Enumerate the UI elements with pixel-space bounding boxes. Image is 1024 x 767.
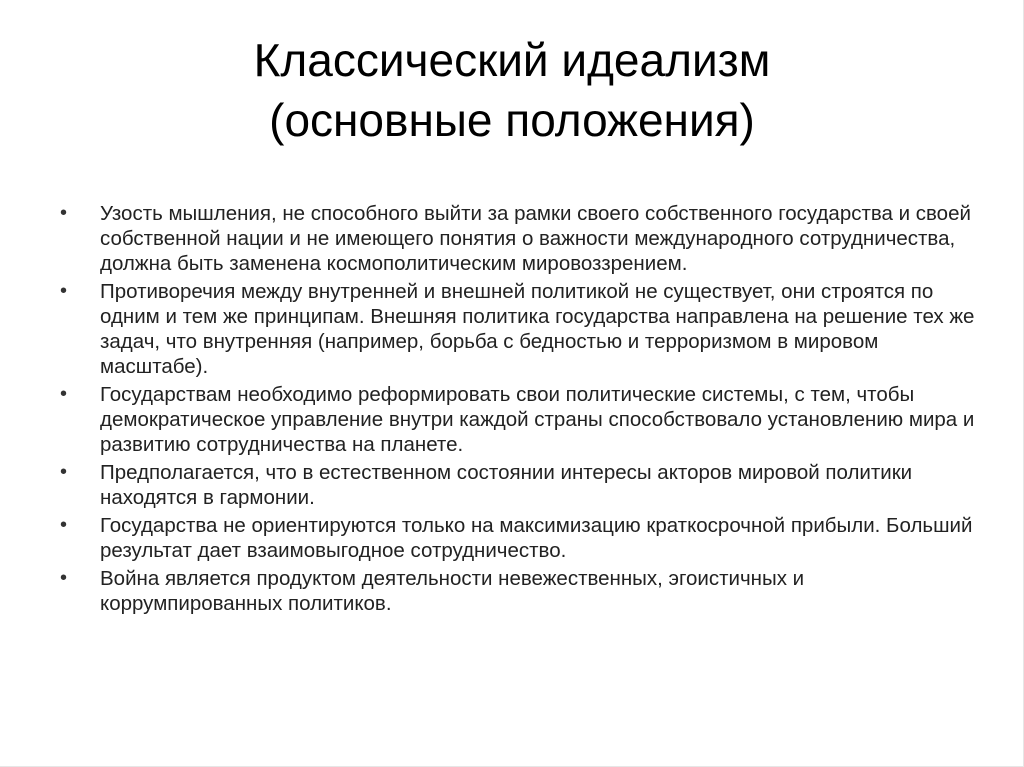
slide-title — [0, 30, 1024, 150]
bullet-item — [60, 279, 980, 379]
bullet-text: Предполагается, что в естественном состоянии интересы акторов мировой политики находятся в гармонии. — [100, 461, 913, 509]
bullet-item — [60, 513, 980, 563]
bullet-item — [60, 382, 980, 457]
bullet-item — [60, 460, 980, 510]
bullet-dot-icon: • — [60, 514, 68, 536]
bullet-item — [60, 201, 980, 276]
bullet-text: Государствам необходимо реформировать свои политические системы, с тем, чтобы демократическое управление внутри каждой страны способствовало установлению мира и развитию сотрудничества на планете. — [100, 383, 975, 456]
bullet-text: Узость мышления, не способного выйти за рамки своего собственного государства и своей собственной нации и не имеющего понятия о важности международного сотрудничества, должна быть заменена космополитическим мировоззрением. — [100, 202, 971, 275]
bullet-text: Война является продуктом деятельности невежественных, эгоистичных и коррумпированных политиков. — [100, 567, 805, 615]
bullet-dot-icon: • — [60, 567, 68, 589]
bullet-dot-icon: • — [60, 383, 68, 405]
bullet-dot-icon: • — [60, 461, 68, 483]
bullet-dot-icon: • — [60, 202, 68, 224]
title-line-1: Классический идеализм — [253, 34, 771, 86]
title-line-2: (основные положения) — [269, 94, 755, 146]
bullet-dot-icon: • — [60, 280, 68, 302]
bullet-list — [60, 201, 980, 619]
bullet-text: Противоречия между внутренней и внешней политикой не существует, они строятся по одним и тем же принципам. Внешняя политика государства направлена на решение тех же задач, что внутренняя (например, борьба с бедностью и терроризмом в мировом масштабе). — [100, 280, 975, 378]
bullet-item — [60, 566, 980, 616]
bullet-text: Государства не ориентируются только на максимизацию краткосрочной прибыли. Больший результат дает взаимовыгодное сотрудничество. — [100, 514, 973, 562]
